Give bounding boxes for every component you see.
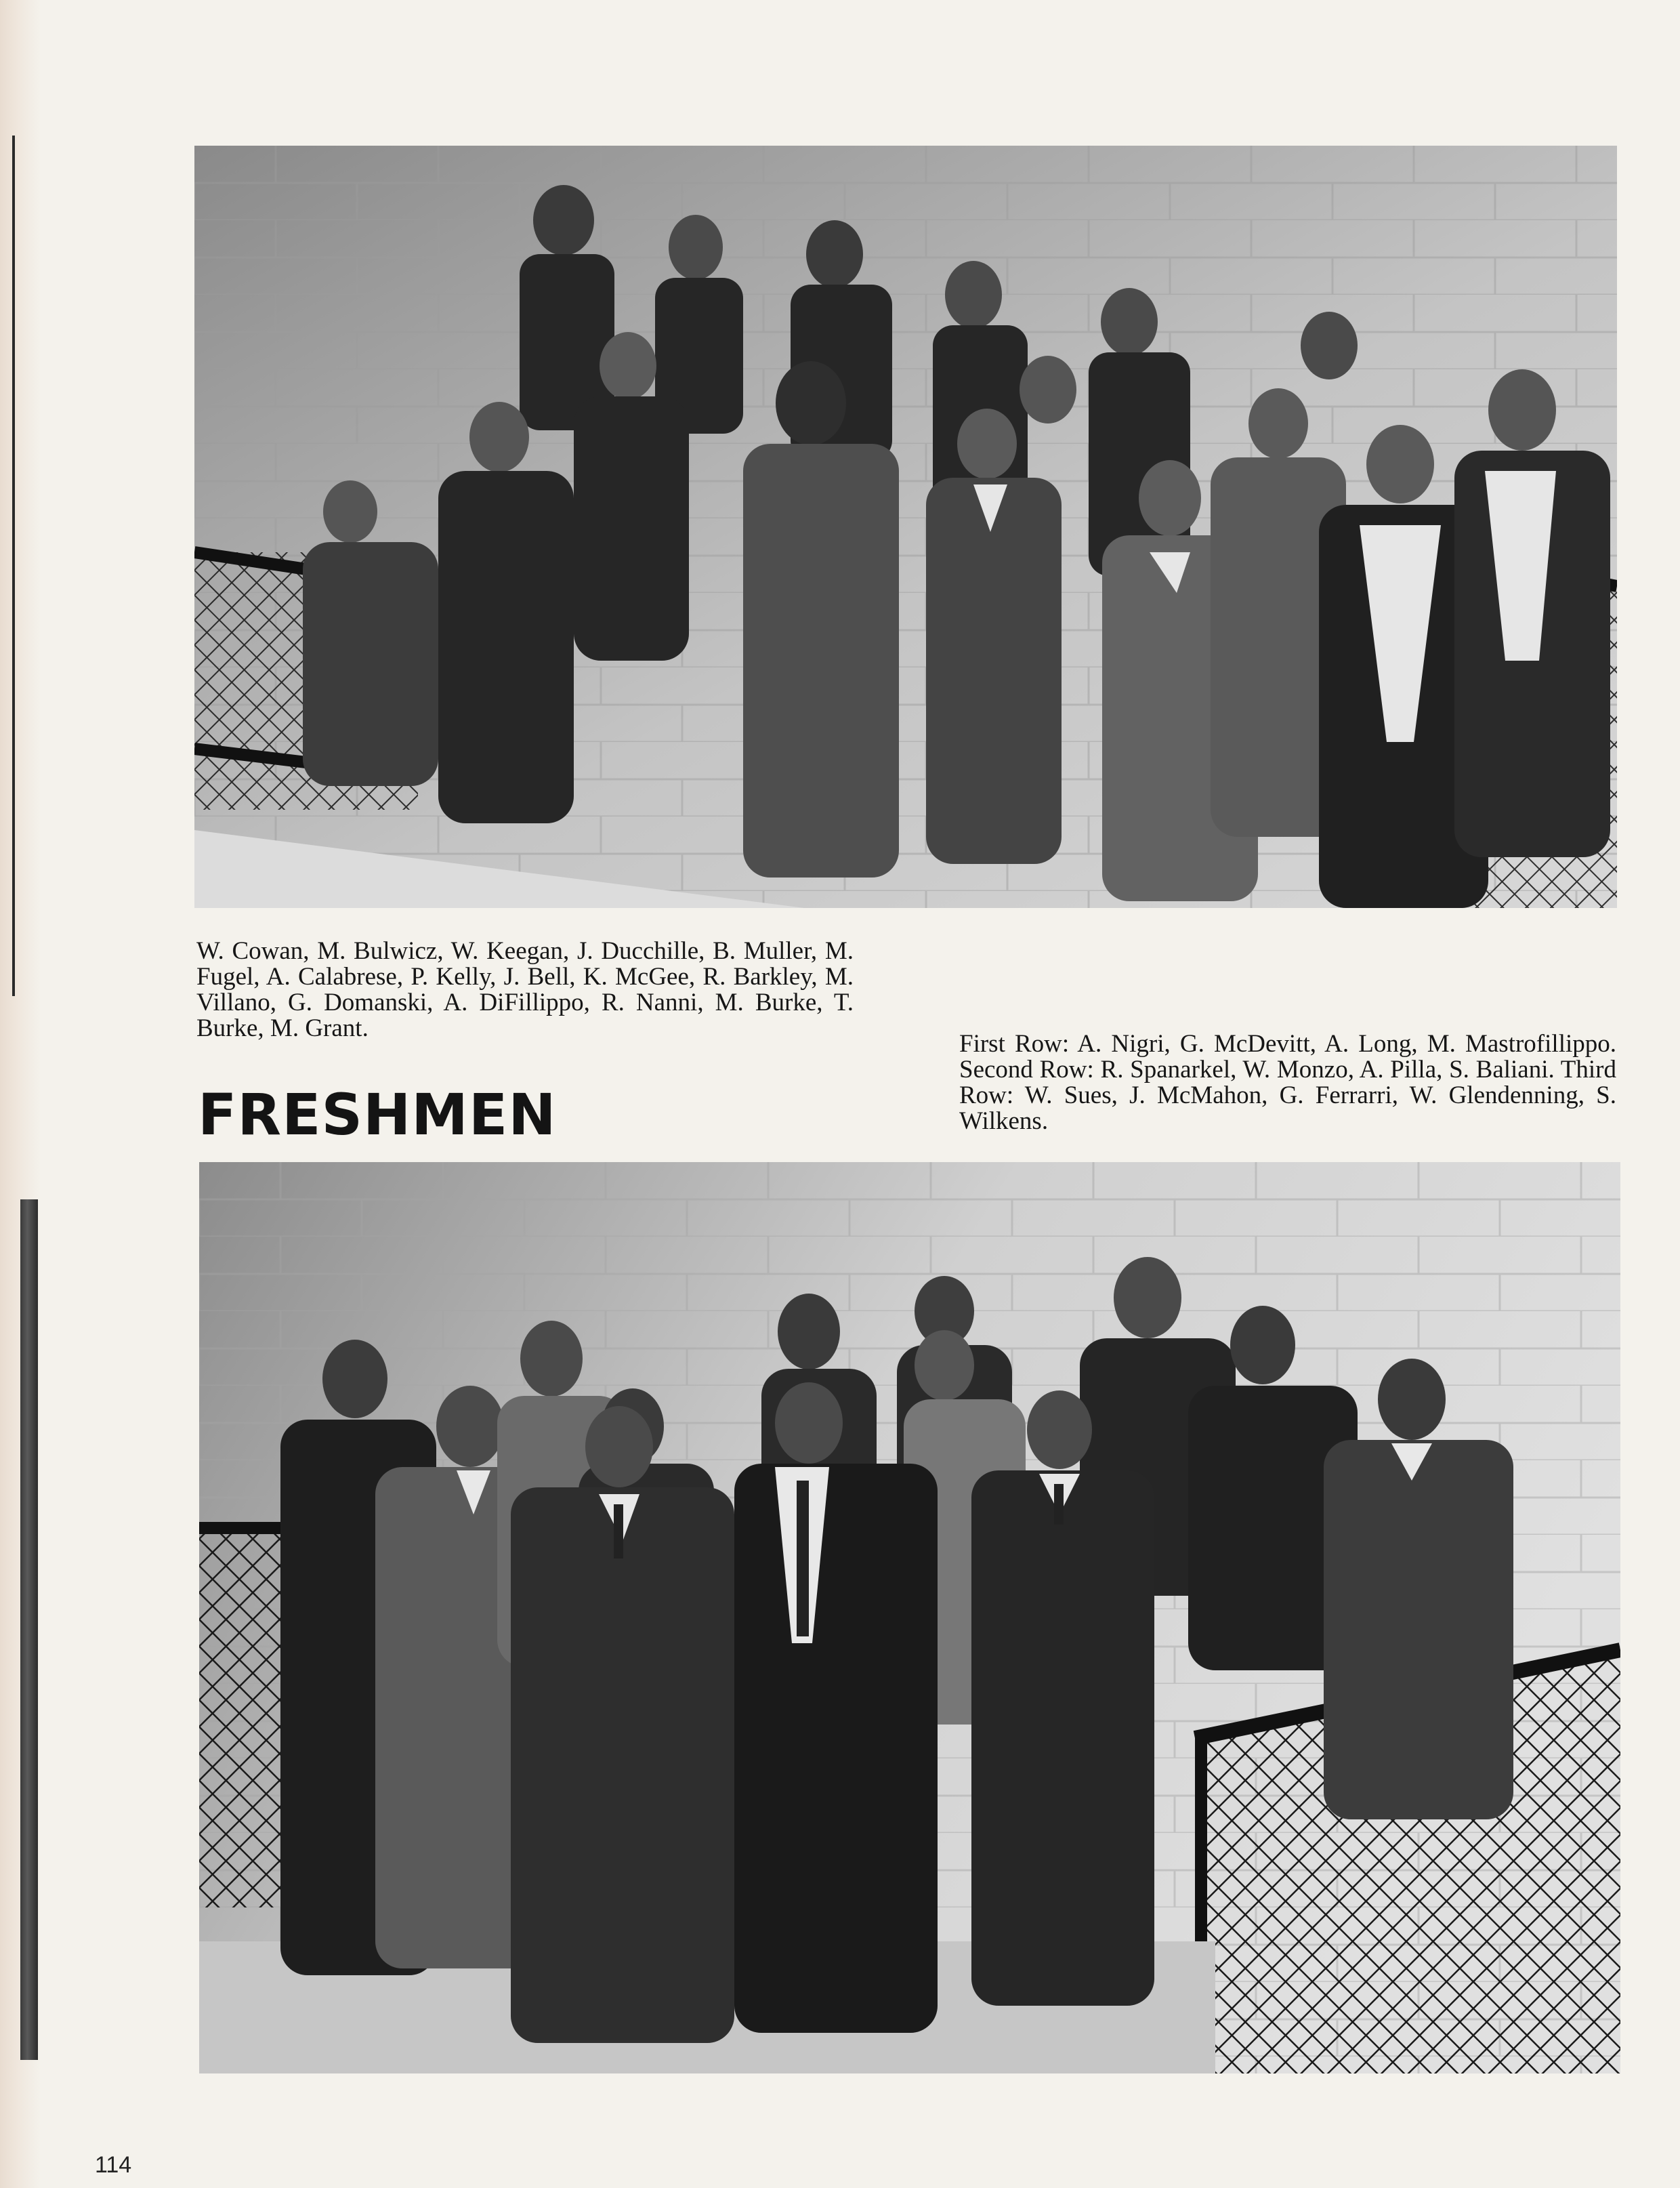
group-photo-bottom — [199, 1162, 1620, 2073]
adjacent-page-strip — [20, 1199, 38, 2060]
group-photo-top-image — [194, 146, 1617, 908]
section-title: FRESHMEN — [198, 1081, 557, 1148]
page-edge-line — [12, 136, 15, 996]
top-photo-caption: W. Cowan, M. Bulwicz, W. Keegan, J. Ducchille, B. Muller, M. Fugel, A. Calabrese, P. Kelly, J. Bell, K. McGee, R. Barkley, M. Villano, G. Domanski, A. DiFillippo, R. Nanni, M. Burke, T. Burke, M. Grant. — [196, 937, 854, 1042]
page-number: 114 — [95, 2152, 132, 2178]
group-photo-bottom-image — [199, 1162, 1620, 2073]
bottom-photo-caption: First Row: A. Nigri, G. McDevitt, A. Long, M. Mastrofillippo. Second Row: R. Spanarkel, W. Monzo, A. Pilla, S. Baliani. Third Row: W. Sues, J. McMahon, G. Ferrarri, W. Glendenning, S. Wilkens. — [959, 1030, 1616, 1135]
group-photo-top — [194, 146, 1617, 908]
